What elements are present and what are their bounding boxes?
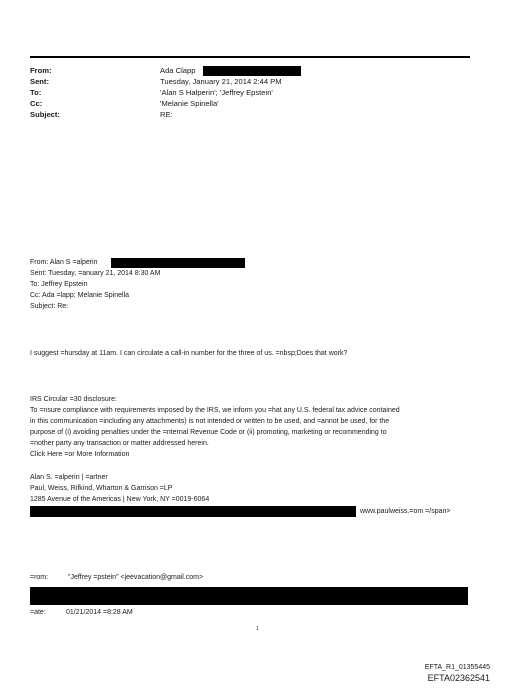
more-info-link[interactable]: Click Here =or More Information bbox=[30, 451, 130, 458]
forwarded-from-value: "Jeffrey =pstein" <jeevacation@gmail.com> bbox=[68, 574, 204, 581]
cc-value: 'Melanie Spinella' bbox=[160, 99, 219, 108]
redaction-bar bbox=[203, 66, 301, 76]
disclosure-line: in this communication =including any attachments) is not intended or written to be used, and =annot be used, for the bbox=[30, 418, 390, 425]
disclosure-line: =nother party any transaction or matter addressed herein. bbox=[30, 440, 209, 447]
signature-name: Alan S. =alperin | =artner bbox=[30, 474, 108, 481]
quoted-sent-line: Sent: Tuesday, =anuary 21, 2014 8:30 AM bbox=[30, 270, 161, 277]
sent-label: Sent: bbox=[30, 77, 49, 86]
disclosure-line: purpose of (i) avoiding penalties under the =nternal Revenue Code or (ii) promoting, marketing or recommending to bbox=[30, 429, 387, 436]
redaction-bar bbox=[30, 587, 468, 605]
document-id-primary: EFTA_R1_01355445 bbox=[424, 664, 490, 671]
forwarded-from-label: =rom: bbox=[30, 574, 49, 581]
to-label: To: bbox=[30, 88, 42, 97]
from-label: From: bbox=[30, 66, 52, 75]
quoted-from-line: From: Alan S =alperin bbox=[30, 259, 98, 266]
cc-label: Cc: bbox=[30, 99, 43, 108]
redaction-bar bbox=[111, 258, 245, 268]
forwarded-date-value: 01/21/2014 =8:28 AM bbox=[66, 609, 133, 616]
quoted-subject-line: Subject: Re: bbox=[30, 303, 69, 310]
signature-address: 1285 Avenue of the Americas | New York, NY =0019-6064 bbox=[30, 496, 210, 503]
quoted-cc-line: Cc: Ada =lapp; Melanie Spinella bbox=[30, 292, 130, 299]
message-body: I suggest =hursday at 11am. I can circulate a call-in number for the three of us. =nbsp;Does that work? bbox=[30, 350, 348, 357]
from-value: Ada Clapp bbox=[160, 66, 196, 75]
quoted-to-line: To: Jeffrey Epstein bbox=[30, 281, 88, 288]
disclosure-line: To =nsure compliance with requirements imposed by the IRS, we inform you =hat any U.S. federal tax advice contained bbox=[30, 407, 400, 414]
forwarded-date-label: =ate: bbox=[30, 609, 46, 616]
signature-website[interactable]: www.paulweiss.=om =/span> bbox=[360, 508, 451, 515]
redaction-bar bbox=[30, 506, 356, 517]
page-number: 1 bbox=[256, 626, 259, 632]
subject-label: Subject: bbox=[30, 110, 60, 119]
subject-value: RE: bbox=[160, 110, 173, 119]
sent-value: Tuesday, January 21, 2014 2:44 PM bbox=[160, 77, 282, 86]
signature-firm: Paul, Weiss, Rifkind, Wharton & Garrison =LP bbox=[30, 485, 173, 492]
header-rule bbox=[30, 56, 470, 58]
disclosure-title: IRS Circular =30 disclosure: bbox=[30, 396, 117, 403]
to-value: 'Alan S Halperin'; 'Jeffrey Epstein' bbox=[160, 88, 273, 97]
document-id-secondary: EFTA02362541 bbox=[427, 673, 490, 683]
